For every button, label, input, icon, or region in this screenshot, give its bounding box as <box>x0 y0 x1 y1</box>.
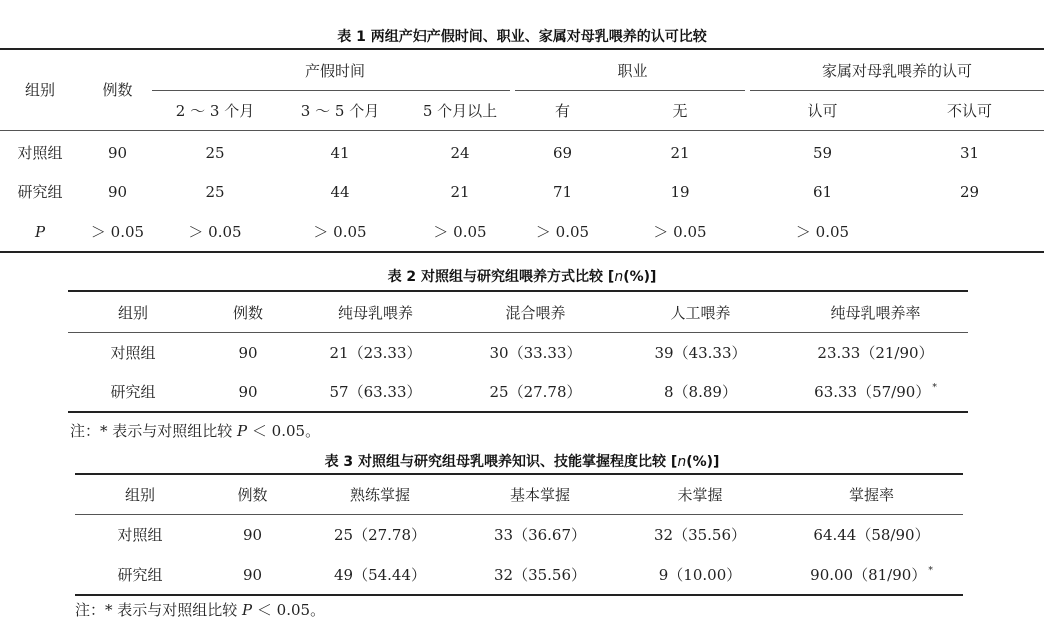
table2-caption-n: n <box>614 269 624 285</box>
table3-top-rule <box>75 473 963 475</box>
table3-cell: 32（35.56） <box>493 566 587 584</box>
significance-mark: * <box>932 383 937 393</box>
table2-cell: 90 <box>238 383 258 401</box>
table1-cell: 59 <box>812 144 833 162</box>
table3-note <box>75 600 325 620</box>
table1-sub-rule-leave <box>152 90 510 91</box>
table3-cell: 9（10.00） <box>658 566 742 584</box>
table3-head: 基本掌握 <box>509 486 570 504</box>
table1-top-rule <box>0 48 1044 50</box>
table1-cell: 61 <box>812 183 833 201</box>
table2-cell: 23.33（21/90） <box>817 344 934 362</box>
table3-cell: 90 <box>242 526 263 544</box>
table1-cell: 41 <box>330 144 350 162</box>
table3-head: 熟练掌握 <box>349 486 410 504</box>
table2-cell: 39（43.33） <box>654 344 747 362</box>
table3-cell: 90.00（81/90） <box>810 566 927 584</box>
table1-cell: ＞ 0.05 <box>653 223 707 241</box>
table2-cell: 21（23.33） <box>329 344 422 362</box>
table1-sub-head: 无 <box>672 102 688 120</box>
table3-head: 例数 <box>237 486 268 504</box>
table1-head-job: 职业 <box>617 62 648 80</box>
table1-cell: 90 <box>107 183 128 201</box>
table1-head-count: 例数 <box>102 81 133 99</box>
table3-caption-pre: 表 3 对照组与研究组母乳喂养知识、技能掌握程度比较 [ <box>324 454 678 470</box>
table1-cell: 21 <box>670 144 690 162</box>
table2-head-rule <box>68 332 968 333</box>
table1-cell: ＞ 0.05 <box>795 223 850 241</box>
table1-bottom-rule <box>0 251 1044 253</box>
table2-cell: 30（33.33） <box>489 344 582 362</box>
significance-mark: * <box>928 566 933 576</box>
table2-head: 例数 <box>232 304 263 322</box>
table2-cell: 63.33（57/90） <box>814 383 931 401</box>
table3-caption <box>0 451 1044 471</box>
table2-cell: 57（63.33） <box>329 383 422 401</box>
table3-cell: 49（54.44） <box>333 566 427 584</box>
table1-cell-p: P <box>34 223 46 241</box>
table2-cell: 研究组 <box>110 383 156 401</box>
table1-head-rule <box>0 130 1044 131</box>
table3-cell: 对照组 <box>117 526 163 544</box>
table3-cell: 25（27.78） <box>333 526 427 544</box>
table2-note-post: ＜ 0.05。 <box>247 422 321 440</box>
table1-cell: 29 <box>959 183 980 201</box>
table1-cell: ＞ 0.05 <box>313 223 367 241</box>
table2-head: 纯母乳喂养 <box>337 304 413 322</box>
table1-cell: ＞ 0.05 <box>90 223 145 241</box>
table3-head: 未掌握 <box>677 486 723 504</box>
table2-cell: 90 <box>238 344 258 362</box>
table2-top-rule <box>68 290 968 292</box>
table1-cell: 研究组 <box>17 183 63 201</box>
table3-caption-n: n <box>677 454 687 470</box>
table3-head: 掌握率 <box>848 486 894 504</box>
table1-cell: 21 <box>450 183 470 201</box>
table1-sub-head: 不认可 <box>946 102 992 120</box>
table3-note-p: P <box>242 601 253 619</box>
table2-head: 组别 <box>117 304 148 322</box>
table1-sub-head: 认可 <box>807 102 838 120</box>
table1-cell: 19 <box>670 183 690 201</box>
table3-cell: 32（35.56） <box>653 526 747 544</box>
table2-bottom-rule <box>68 411 968 413</box>
table1-cell: 24 <box>450 144 470 162</box>
table3-cell: 33（36.67） <box>493 526 587 544</box>
table1-cell: ＞ 0.05 <box>188 223 242 241</box>
table1-cell: 对照组 <box>17 144 63 162</box>
table2-head: 混合喂养 <box>505 304 566 322</box>
table1-cell: ＞ 0.05 <box>433 223 487 241</box>
table1-sub-head: 2 ～ 3 个月 <box>175 102 255 120</box>
table1-cell: 44 <box>330 183 350 201</box>
table3-bottom-rule <box>75 594 963 596</box>
table1-head-leave: 产假时间 <box>304 62 365 80</box>
table2-head: 纯母乳喂养率 <box>830 304 921 322</box>
table1-cell: ＞ 0.05 <box>535 223 590 241</box>
table2-cell: 对照组 <box>110 344 156 362</box>
table3-head-rule <box>75 514 963 515</box>
table3-cell: 90 <box>242 566 263 584</box>
table3-cell: 研究组 <box>117 566 163 584</box>
table3-cell: 64.44（58/90） <box>813 526 930 544</box>
table1-caption: 表 1 两组产妇产假时间、职业、家属对母乳喂养的认可比较 <box>337 29 707 45</box>
table1-cell: 25 <box>205 183 225 201</box>
table3-note-post: ＜ 0.05。 <box>252 601 326 619</box>
table1-head-approval: 家属对母乳喂养的认可 <box>821 62 972 80</box>
table1-cell: 90 <box>107 144 128 162</box>
table3-caption-post: (%)] <box>686 454 720 470</box>
table1-sub-rule-approval <box>750 90 1044 91</box>
table1-cell: 31 <box>959 144 980 162</box>
table2-note <box>70 421 320 441</box>
table2-cell-marked <box>783 382 968 402</box>
table1-cell: 71 <box>552 183 573 201</box>
table1-sub-head: 3 ～ 5 个月 <box>300 102 380 120</box>
table3-cell-marked <box>780 565 963 585</box>
table3-note-pre: 注：* 表示与对照组比较 <box>75 601 243 619</box>
table2-caption <box>0 266 1044 286</box>
table1-head-group: 组别 <box>24 81 55 99</box>
table2-note-p: P <box>237 422 248 440</box>
table2-caption-post: (%)] <box>623 269 657 285</box>
table1-cell: 69 <box>552 144 573 162</box>
table1-sub-rule-job <box>515 90 745 91</box>
table1-cell: 25 <box>205 144 225 162</box>
table2-note-pre: 注：* 表示与对照组比较 <box>70 422 238 440</box>
table1-sub-head: 5 个月以上 <box>422 102 498 120</box>
table2-cell: 25（27.78） <box>489 383 582 401</box>
table3-head: 组别 <box>124 486 155 504</box>
table2-head: 人工喂养 <box>670 304 731 322</box>
table2-caption-pre: 表 2 对照组与研究组喂养方式比较 [ <box>387 269 615 285</box>
table1-sub-head: 有 <box>554 102 570 120</box>
table2-cell: 8（8.89） <box>664 383 737 401</box>
